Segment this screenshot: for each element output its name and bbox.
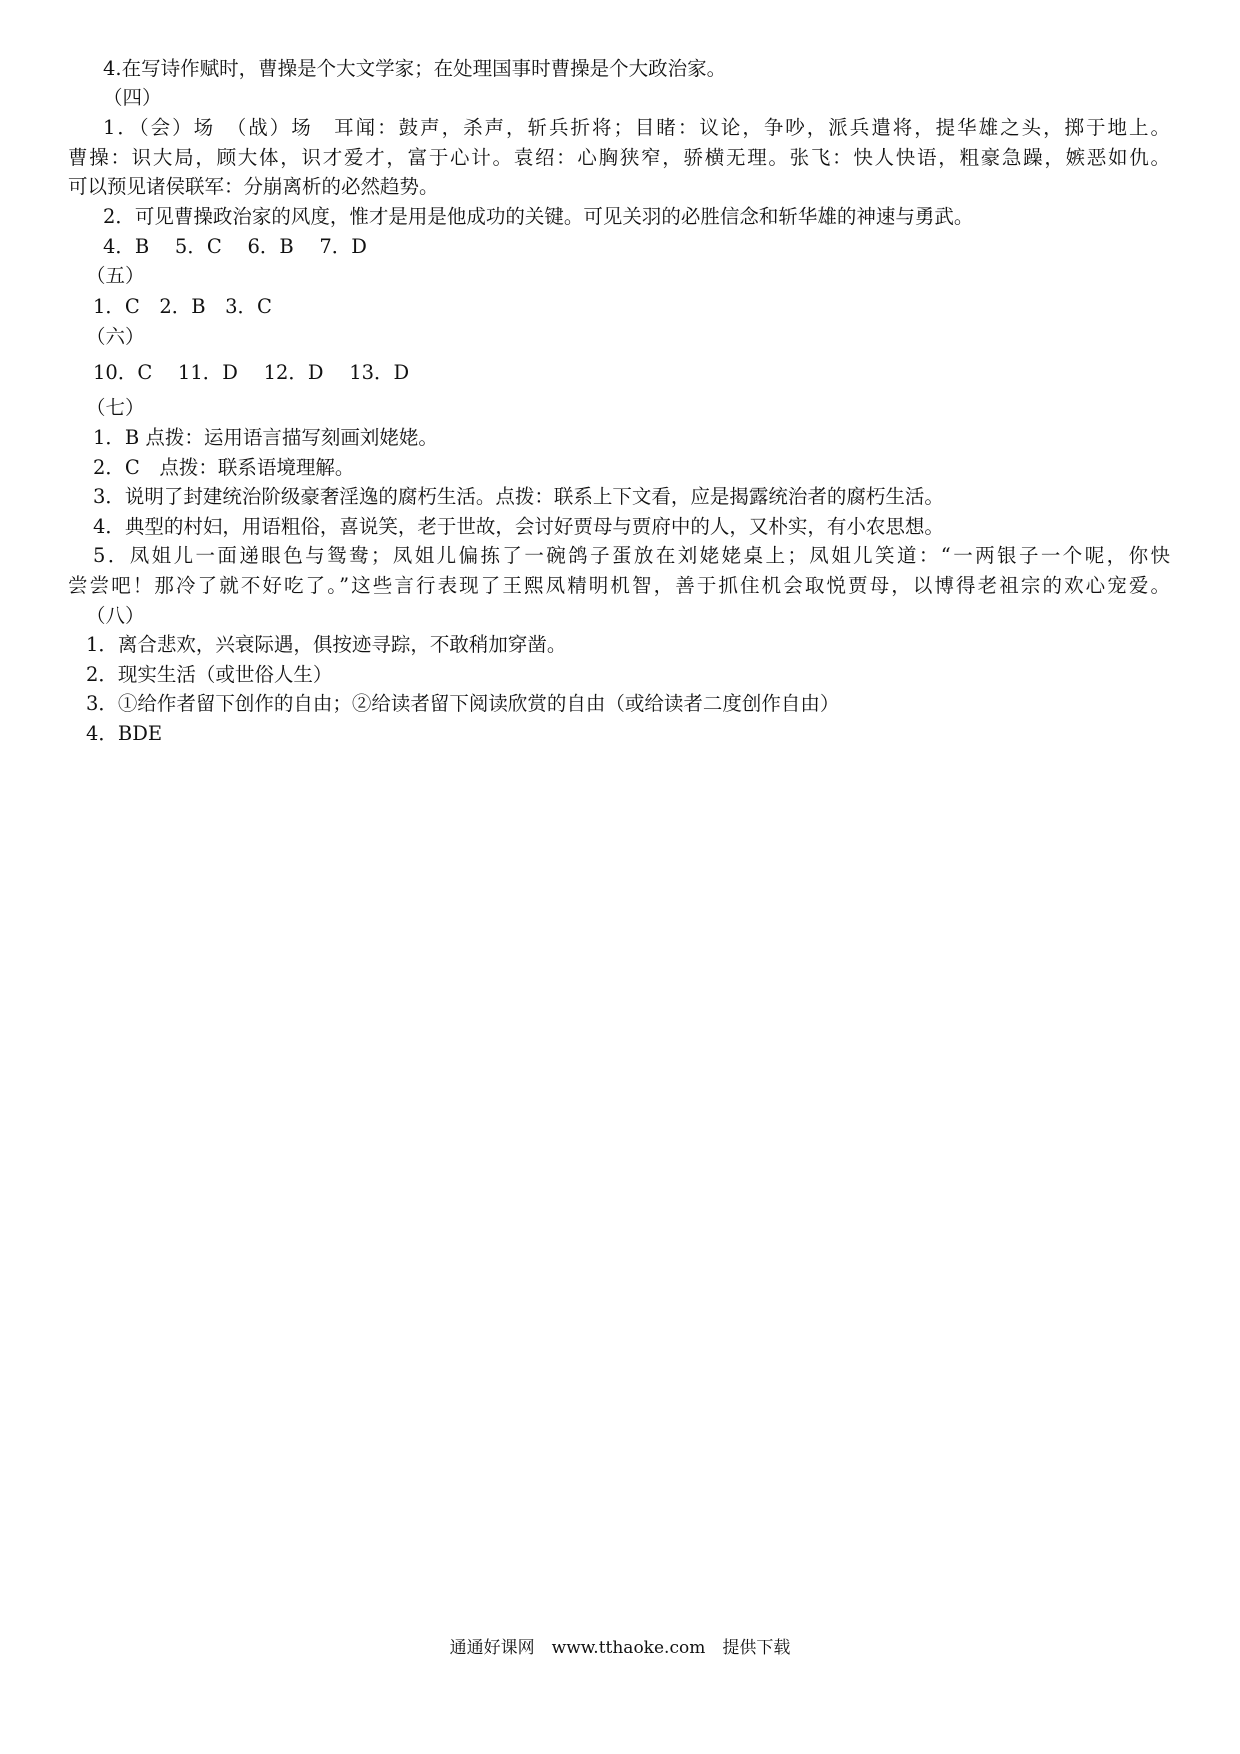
answer-line: 10．C 11．D 12．D 13．D — [93, 361, 410, 384]
section-heading: （四） — [103, 86, 162, 109]
answer-line: 4．B 5．C 6．B 7．D — [103, 235, 367, 258]
answer-line: 1．（会）场 （战）场 耳闻：鼓声，杀声，斩兵折将；目睹：议论，争吵，派兵遣将，提华雄之头，掷于地上。 — [103, 116, 1170, 139]
answer-line: 4．BDE — [86, 722, 163, 745]
answer-line: 尝尝吧！那冷了就不好吃了。”这些言行表现了王熙凤精明机智，善于抓住机会取悦贾母，以博得老祖宗的欢心宠爱。 — [68, 574, 1170, 597]
section-heading: （六） — [86, 325, 145, 348]
answer-line: 曹操：识大局，顾大体，识才爱才，富于心计。袁绍：心胸狭窄，骄横无理。张飞：快人快语，粗豪急躁，嫉恶如仇。 — [68, 146, 1170, 169]
section-heading: （八） — [86, 604, 145, 627]
answer-line: 5．凤姐儿一面递眼色与鸳鸯；凤姐儿偏拣了一碗鸽子蛋放在刘姥姥桌上；凤姐儿笑道：“一两银子一个呢，你快 — [93, 544, 1170, 567]
answer-line: 1．B 点拨：运用语言描写刻画刘姥姥。 — [93, 426, 438, 449]
answer-line: 4.在写诗作赋时，曹操是个大文学家；在处理国事时曹操是个大政治家。 — [103, 57, 727, 80]
answer-line: 2．现实生活（或世俗人生） — [86, 663, 333, 686]
answer-line: 3．说明了封建统治阶级豪奢淫逸的腐朽生活。点拨：联系上下文看，应是揭露统治者的腐朽生活。 — [93, 485, 944, 508]
answer-line: 2．可见曹操政治家的风度，惟才是用是他成功的关键。可见关羽的必胜信念和斩华雄的神速与勇武。 — [103, 205, 974, 228]
section-heading: （五） — [86, 264, 145, 287]
answer-line: 可以预见诸侯联军：分崩离析的必然趋势。 — [68, 175, 439, 198]
page-footer: 通通好课网 www.tthaoke.com 提供下载 — [449, 1638, 791, 1658]
answer-line: 4．典型的村妇，用语粗俗，喜说笑，老于世故，会讨好贾母与贾府中的人，又朴实，有小农思想。 — [93, 515, 944, 538]
answer-line: 3．①给作者留下创作的自由；②给读者留下阅读欣赏的自由（或给读者二度创作自由） — [86, 692, 840, 715]
answer-line: 1．离合悲欢，兴衰际遇，俱按迹寻踪，不敢稍加穿凿。 — [86, 633, 567, 656]
answer-line: 2．C 点拨：联系语境理解。 — [93, 456, 355, 479]
answer-line: 1．C 2．B 3．C — [93, 295, 272, 318]
section-heading: （七） — [86, 396, 145, 419]
